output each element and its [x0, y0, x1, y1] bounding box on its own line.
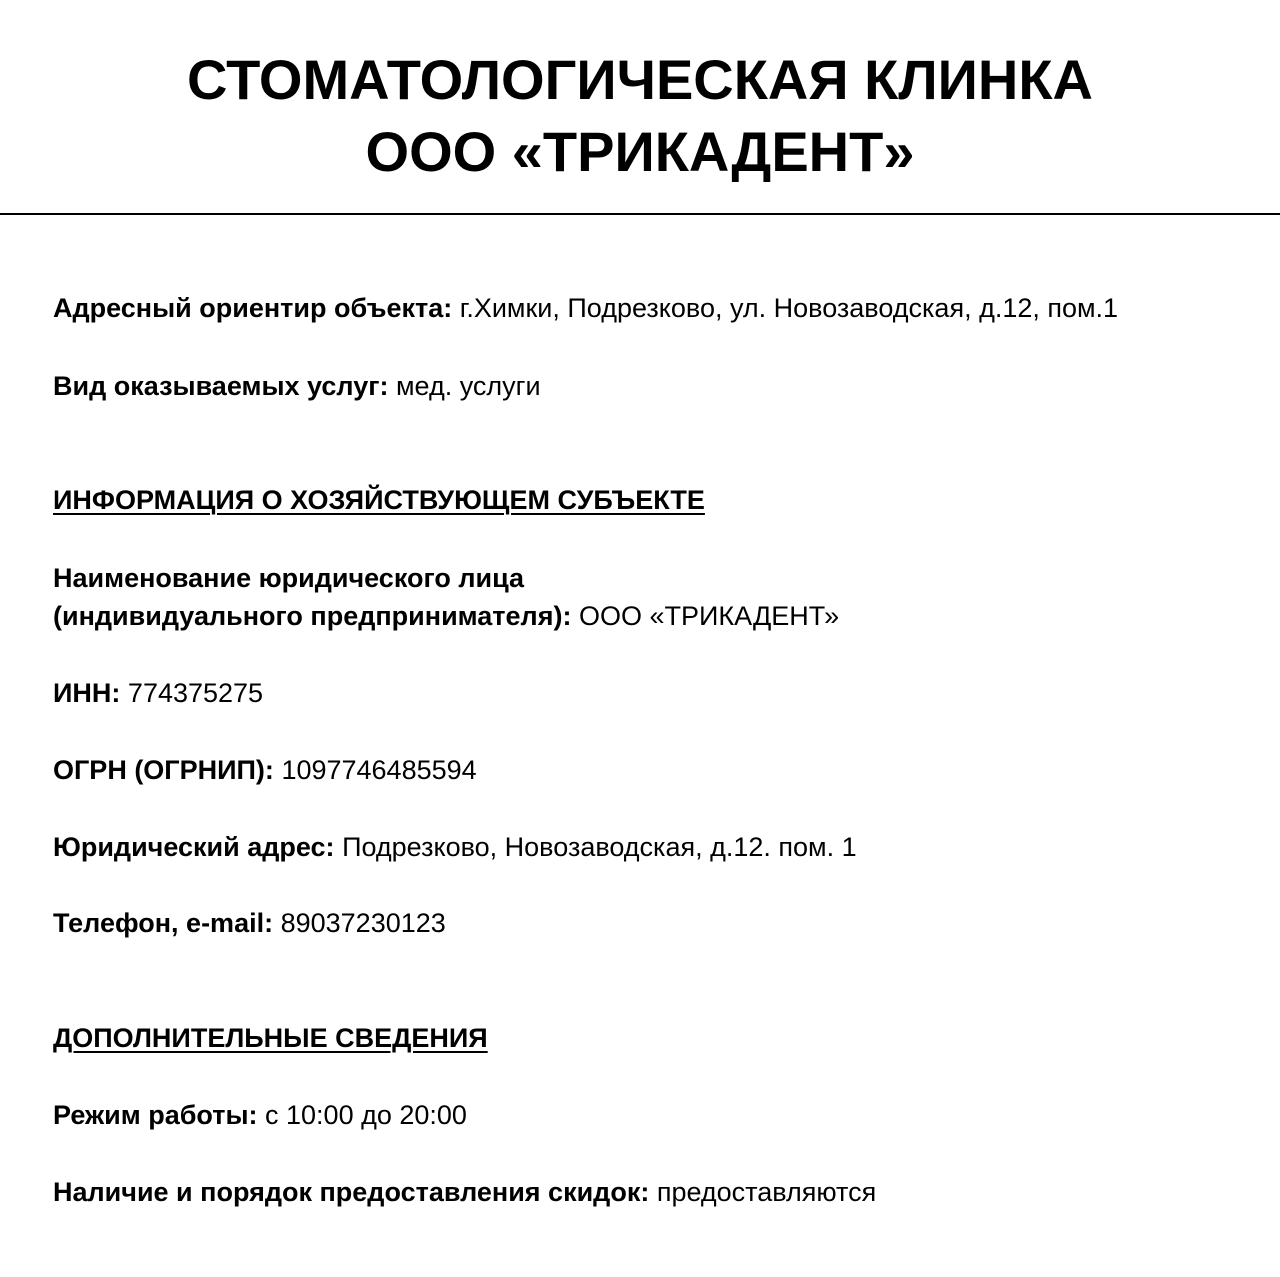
- entity-name-row: [53, 559, 839, 635]
- object-address-row: [53, 289, 1118, 327]
- discounts-row: [53, 1173, 876, 1211]
- services-value: мед. услуги: [395, 371, 541, 401]
- discounts-value: предоставляются: [656, 1177, 877, 1207]
- entity-name-label-line-1: Наименование юридического лица: [53, 563, 525, 593]
- entity-section-title: ИНФОРМАЦИЯ О ХОЗЯЙСТВУЮЩЕМ СУБЪЕКТЕ: [53, 485, 705, 515]
- phone-row: [53, 904, 446, 942]
- extra-section-title: ДОПОЛНИТЕЛЬНЫЕ СВЕДЕНИЯ: [53, 1023, 488, 1053]
- entity-name-label-line-2: (индивидуального предпринимателя):: [53, 601, 572, 631]
- ogrn-value: 1097746485594: [281, 755, 477, 785]
- inn-value: 774375275: [127, 678, 264, 708]
- page-title-line-2: ООО «ТРИКАДЕНТ»: [365, 120, 915, 183]
- services-label: Вид оказываемых услуг:: [53, 371, 389, 401]
- phone-label: Телефон, e-mail:: [53, 908, 274, 938]
- page-title: [0, 44, 1280, 188]
- hours-row: [53, 1096, 467, 1134]
- phone-value: 89037230123: [280, 908, 446, 938]
- inn-row: [53, 674, 263, 712]
- object-address-value: г.Химки, Подрезково, ул. Новозаводская, д.12, пом.1: [459, 293, 1119, 323]
- discounts-label: Наличие и порядок предоставления скидок:: [53, 1177, 650, 1207]
- ogrn-row: [53, 751, 477, 789]
- legal-address-label: Юридический адрес:: [53, 832, 335, 862]
- entity-name-value: ООО «ТРИКАДЕНТ»: [578, 601, 840, 631]
- hours-value: с 10:00 до 20:00: [265, 1100, 467, 1130]
- legal-address-value: Подрезково, Новозаводская, д.12. пом. 1: [342, 832, 857, 862]
- object-address-label: Адресный ориентир объекта:: [53, 293, 453, 323]
- services-row: [53, 367, 541, 405]
- hours-label: Режим работы:: [53, 1100, 258, 1130]
- ogrn-label: ОГРН (ОГРНИП):: [53, 755, 274, 785]
- header-divider: [0, 213, 1280, 215]
- page-title-line-1: СТОМАТОЛОГИЧЕСКАЯ КЛИНКА: [187, 48, 1093, 111]
- inn-label: ИНН:: [53, 678, 121, 708]
- legal-address-row: [53, 828, 857, 866]
